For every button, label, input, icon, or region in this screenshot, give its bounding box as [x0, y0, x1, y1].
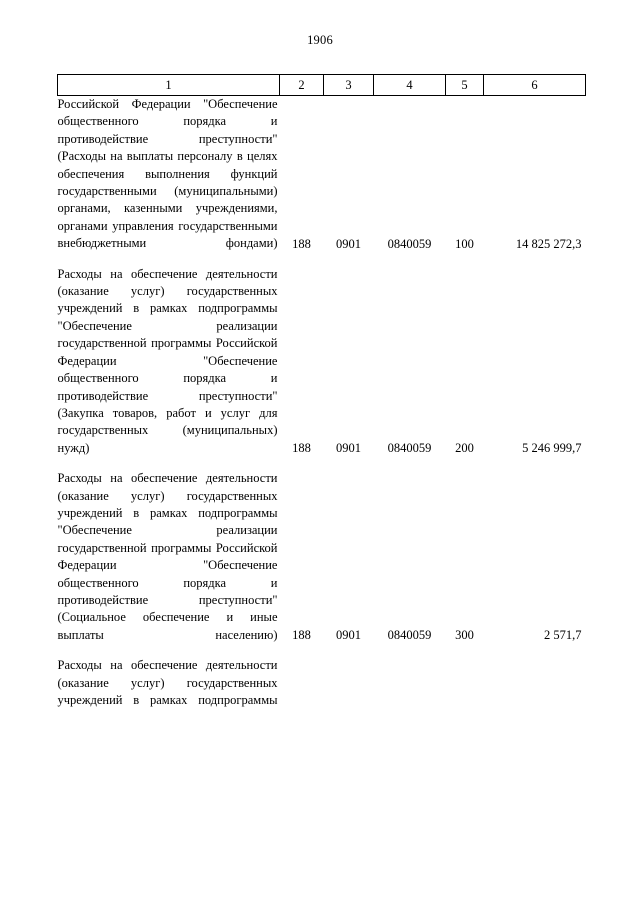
- table-header: [58, 75, 586, 96]
- row-expense-type: 200: [455, 441, 474, 456]
- row-section-code: 0901: [336, 628, 361, 643]
- row-expense-type: 100: [455, 236, 474, 251]
- table-row: [58, 96, 586, 253]
- page-number: 1906: [307, 33, 333, 47]
- row-chapter-code: 188: [292, 236, 311, 251]
- row-description-text: Расходы на обеспечение деятельности (оказание услуг) государственных учреждений в рамках подпрограммы: [57, 658, 278, 707]
- row-target-code: 0840059: [387, 441, 432, 456]
- row-amount: [484, 657, 586, 709]
- row-target-code: [374, 657, 446, 709]
- row-description: [58, 96, 280, 253]
- row-chapter-code: 188: [292, 441, 311, 456]
- column-header-1: 1: [58, 75, 280, 96]
- table-body: [58, 96, 586, 710]
- table-row: [58, 266, 586, 457]
- row-amount: 2 571,7: [544, 628, 582, 643]
- row-amount: 14 825 272,3: [515, 236, 582, 251]
- table-header-row: [58, 75, 586, 96]
- row-target-code: 0840059: [387, 236, 432, 251]
- row-expense-type: 300: [455, 628, 474, 643]
- row-spacer: [58, 644, 586, 657]
- column-header-6: 6: [484, 75, 586, 96]
- row-amount: 5 246 999,7: [522, 441, 582, 456]
- budget-table-container: [57, 74, 585, 709]
- row-chapter-code: [280, 657, 324, 709]
- row-chapter-code: 188: [292, 628, 311, 643]
- row-description-text: Расходы на обеспечение деятельности (оказание услуг) государственных учреждений в рамках подпрограммы "Обеспечение реализации государственной программы Российской Федерации "Обеспечение общественного порядка и противодействие преступности" (Социальное обеспечение и иные выплаты населению): [57, 471, 278, 642]
- row-description: [58, 266, 280, 457]
- budget-table: [57, 74, 586, 709]
- row-section-code: 0901: [336, 441, 361, 456]
- table-row: [58, 657, 586, 709]
- row-spacer: [58, 253, 586, 266]
- row-section-code: 0901: [336, 236, 361, 251]
- row-section-code: [324, 657, 374, 709]
- row-description-text: Российской Федерации "Обеспечение общественного порядка и противодействие преступности" (Расходы на выплаты персоналу в целях обеспечения выполнения функций государственными (муниципальными) органами, казенными учреждениями, органами управления государственными внебюджетными фондами): [57, 97, 278, 251]
- row-description-text: Расходы на обеспечение деятельности (оказание услуг) государственных учреждений в рамках подпрограммы "Обеспечение реализации государственной программы Российской Федерации "Обеспечение общественного порядка и противодействие преступности" (Закупка товаров, работ и услуг для государственных (муниципальных) нужд): [57, 266, 278, 455]
- row-expense-type: [446, 657, 484, 709]
- row-target-code: 0840059: [387, 628, 432, 643]
- column-header-4: 4: [374, 75, 446, 96]
- column-header-2: 2: [280, 75, 324, 96]
- column-header-5: 5: [446, 75, 484, 96]
- row-description: [58, 657, 280, 709]
- table-row: [58, 470, 586, 644]
- row-description: [58, 470, 280, 644]
- row-spacer: [58, 457, 586, 470]
- column-header-3: 3: [324, 75, 374, 96]
